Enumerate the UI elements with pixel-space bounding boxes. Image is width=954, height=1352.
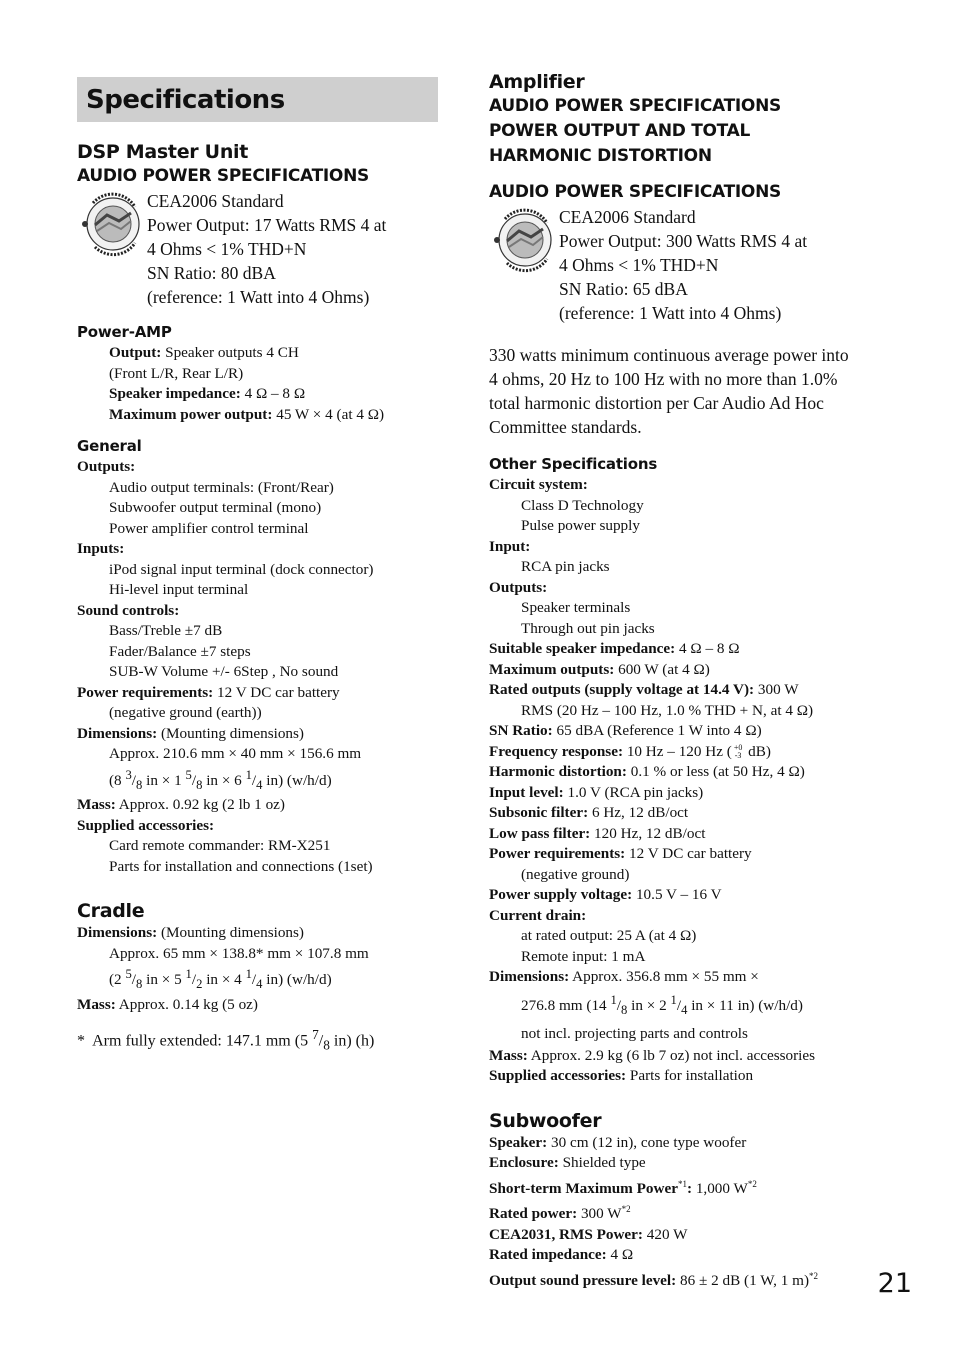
spec-value: 4 Ω – 8 Ω <box>240 385 306 402</box>
cea-compliant-logo-icon <box>77 191 147 257</box>
cea-line: SN Ratio: 65 dBA <box>559 279 688 299</box>
amp-cea-block <box>489 205 869 325</box>
spec-value: Approx. 0.14 kg (5 oz) <box>115 995 258 1013</box>
spec-label: Supplied accessories: <box>489 1067 627 1085</box>
spec-label: Low pass filter: <box>489 824 591 842</box>
spec-value: 120 Hz, 12 dB/oct <box>590 824 706 842</box>
spec-label: Suitable speaker impedance: <box>489 640 676 657</box>
cea-compliant-logo-icon <box>489 207 559 273</box>
cea-line: CEA2006 Standard <box>147 191 284 211</box>
spec-value: 30 cm (12 in), cone type woofer <box>547 1133 747 1151</box>
cradle-heading: Cradle <box>77 900 145 923</box>
spec-value: Parts for installation <box>626 1067 754 1085</box>
subwoofer-heading: Subwoofer <box>489 1109 602 1132</box>
spec-label: Dimensions: <box>77 924 158 942</box>
spec-label: Mass: <box>77 796 116 814</box>
cradle-specs <box>77 923 438 1015</box>
page-title: Specifications <box>86 84 285 115</box>
spec-value: 4 Ω <box>606 1246 634 1264</box>
amp-heading: Amplifier <box>489 71 585 93</box>
spec-label: Harmonic distortion: <box>489 763 627 780</box>
spec-value: 1,000 W <box>692 1179 748 1197</box>
spec-value: 420 W <box>642 1225 688 1243</box>
spec-value: Audio output terminals: (Front/Rear) <box>109 478 334 496</box>
spec-value: Bass/Treble ±7 dB <box>109 622 223 639</box>
spec-value: 300 W <box>754 681 799 698</box>
spec-label: CEA2031, RMS Power: <box>489 1225 643 1243</box>
spec-value: Hi-level input terminal <box>109 581 249 598</box>
spec-value: Card remote commander: RM-X251 <box>109 837 331 855</box>
cea-line: Power Output: 17 Watts RMS 4 at <box>147 215 387 235</box>
amp-subheading: AUDIO POWER SPECIFICATIONS <box>489 182 781 202</box>
spec-value-fraction: (2 $^5/_8$ in × 5 $^1/_2$ in × 4 $^1/_4$ in) (w/h/d) <box>109 967 332 992</box>
spec-value: 0.1 % or less (at 50 Hz, 4 Ω) <box>626 763 805 780</box>
spec-label: Rated impedance: <box>489 1246 607 1264</box>
spec-label: Mass: <box>77 995 116 1013</box>
poweramp-heading: Power-AMP <box>77 323 172 341</box>
dsp-heading: DSP Master Unit <box>77 141 249 163</box>
poweramp-specs <box>77 343 438 425</box>
spec-value: 600 W (at 4 Ω) <box>614 660 710 678</box>
spec-value: 1.0 V (RCA pin jacks) <box>563 783 704 801</box>
spec-value: 45 W × 4 (at 4 Ω) <box>272 405 385 423</box>
footnote-mark: *1 <box>677 1178 687 1189</box>
amp-paragraph: 330 watts minimum continuous average power into 4 ohms, 20 Hz to 100 Hz with no more than 1.0% total harmonic distortion per Car Audio Ad Hoc Committee standards. <box>489 345 849 437</box>
spec-value: Approx. 65 mm × 138.8* mm × 107.8 mm <box>109 944 369 962</box>
spec-label: Outputs: <box>77 458 136 475</box>
spec-label: Dimensions: <box>489 968 570 985</box>
dsp-cea-block <box>77 189 438 309</box>
footnote-mark: *2 <box>747 1178 757 1189</box>
spec-label: : <box>686 1179 693 1197</box>
spec-label: Output sound pressure level: <box>489 1271 677 1289</box>
spec-value: 10.5 V – 16 V <box>632 886 722 903</box>
spec-value: Approx. 356.8 mm × 55 mm × <box>569 968 759 985</box>
general-heading: General <box>77 437 142 455</box>
spec-value: Remote input: 1 mA <box>521 947 646 965</box>
spec-value: 300 W <box>577 1205 622 1223</box>
cea-line: 4 Ohms < 1% THD+N <box>147 239 307 259</box>
dsp-subheading: AUDIO POWER SPECIFICATIONS <box>77 166 369 186</box>
page-number: 21 <box>877 1268 912 1299</box>
spec-value: (Mounting dimensions) <box>157 724 304 742</box>
spec-label: Enclosure: <box>489 1154 559 1172</box>
cea-line: Power Output: 300 Watts RMS 4 at <box>559 231 808 251</box>
spec-value: Speaker terminals <box>521 599 631 616</box>
spec-value: Approx. 2.9 kg (6 lb 7 oz) not incl. accessories <box>527 1046 816 1064</box>
spec-value: Pulse power supply <box>521 517 640 534</box>
spec-value: RCA pin jacks <box>521 558 610 575</box>
spec-value: Class D Technology <box>521 496 644 514</box>
freq-tolerance-plus: +0 <box>733 743 743 753</box>
spec-value: Through out pin jacks <box>521 619 655 637</box>
spec-value: (Mounting dimensions) <box>157 924 304 942</box>
other-heading: Other Specifications <box>489 455 658 473</box>
spec-value: not incl. projecting parts and controls <box>521 1024 748 1042</box>
cea-line: SN Ratio: 80 dBA <box>147 263 276 283</box>
spec-label: Subsonic filter: <box>489 804 589 821</box>
footnote-mark: *2 <box>809 1270 819 1281</box>
spec-value: Speaker outputs 4 CH <box>161 344 299 361</box>
cea-line: CEA2006 Standard <box>559 207 696 227</box>
spec-value: dB) <box>744 742 771 760</box>
spec-label: Input: <box>489 537 531 555</box>
spec-value: 86 ± 2 dB (1 W, 1 m) <box>676 1271 810 1289</box>
subwoofer-specs <box>489 1133 869 1292</box>
spec-value: 4 Ω – 8 Ω <box>675 640 740 657</box>
spec-label: Input level: <box>489 783 564 801</box>
spec-value: 12 V DC car battery <box>625 845 752 862</box>
spec-label: SN Ratio: <box>489 722 553 739</box>
amp-caps-line: HARMONIC DISTORTION <box>489 146 712 166</box>
spec-label: Rated outputs (supply voltage at 14.4 V): <box>489 681 755 698</box>
spec-value: Power amplifier control terminal <box>109 519 309 537</box>
spec-value: Approx. 210.6 mm × 40 mm × 156.6 mm <box>109 745 362 762</box>
cea-line: 4 Ohms < 1% THD+N <box>559 255 719 275</box>
footnote-mark: *2 <box>621 1204 631 1215</box>
spec-value: Shielded type <box>558 1154 646 1172</box>
spec-value: Subwoofer output terminal (mono) <box>109 499 322 516</box>
spec-value: SUB-W Volume +/- 6Step , No sound <box>109 663 339 680</box>
spec-value: Fader/Balance ±7 steps <box>109 642 251 660</box>
spec-value-fraction: (8 $^3/_8$ in × 1 $^5/_8$ in × 6 $^1/_4$ in) (w/h/d) <box>109 767 332 792</box>
spec-value: Parts for installation and connections (1set) <box>109 857 373 875</box>
spec-value: (negative ground) <box>521 865 630 883</box>
spec-value: 65 dBA (Reference 1 W into 4 Ω) <box>552 722 762 739</box>
spec-label: Speaker impedance: <box>109 385 241 402</box>
spec-label: Sound controls: <box>77 601 180 619</box>
spec-value: (Front L/R, Rear L/R) <box>109 364 244 382</box>
spec-label: Circuit system: <box>489 476 588 493</box>
cradle-footnote: * Arm fully extended: 147.1 mm (5 $^7/_8$ in) (h) <box>77 1027 375 1053</box>
title-bar <box>77 77 438 122</box>
cea-line: (reference: 1 Watt into 4 Ohms) <box>147 287 370 307</box>
spec-label: Short-term Maximum Power <box>489 1179 678 1197</box>
freq-tolerance-minus: -3 <box>734 751 742 761</box>
cea-line: (reference: 1 Watt into 4 Ohms) <box>559 303 782 323</box>
spec-label: Power supply voltage: <box>489 886 633 903</box>
spec-label: Outputs: <box>489 578 548 596</box>
amp-caps-line: POWER OUTPUT AND TOTAL <box>489 121 751 141</box>
spec-label: Speaker: <box>489 1133 548 1151</box>
spec-label: Rated power: <box>489 1205 578 1223</box>
left-column <box>77 70 438 1056</box>
spec-label: Maximum power output: <box>109 405 273 423</box>
spec-label: Power requirements: <box>489 845 626 862</box>
spec-label: Mass: <box>489 1046 528 1064</box>
spec-label: Maximum outputs: <box>489 660 615 678</box>
spec-label: Power requirements: <box>77 683 214 701</box>
right-column <box>489 70 869 1291</box>
spec-label: Dimensions: <box>77 724 158 742</box>
other-specs <box>489 475 869 1087</box>
spec-label: Output: <box>109 344 162 361</box>
spec-value: 6 Hz, 12 dB/oct <box>588 804 689 821</box>
spec-value: 10 Hz – 120 Hz ( <box>623 742 732 760</box>
spec-value: (negative ground (earth)) <box>109 704 262 721</box>
spec-label: Supplied accessories: <box>77 816 215 834</box>
spec-label: Current drain: <box>489 906 587 924</box>
amp-caps-line: AUDIO POWER SPECIFICATIONS <box>489 96 781 116</box>
spec-value: Approx. 0.92 kg (2 lb 1 oz) <box>115 796 285 814</box>
spec-value-fraction: 276.8 mm (14 $^1/_8$ in × 2 $^1/_4$ in × 11 in) (w/h/d) <box>521 992 803 1017</box>
spec-value: RMS (20 Hz – 100 Hz, 1.0 % THD + N, at 4 Ω) <box>521 701 814 719</box>
spec-value: iPod signal input terminal (dock connector) <box>109 560 374 578</box>
spec-value: at rated output: 25 A (at 4 Ω) <box>521 927 697 944</box>
spec-value: 12 V DC car battery <box>213 683 340 701</box>
general-specs <box>77 457 438 877</box>
spec-label: Inputs: <box>77 540 125 557</box>
spec-label: Frequency response: <box>489 742 624 760</box>
